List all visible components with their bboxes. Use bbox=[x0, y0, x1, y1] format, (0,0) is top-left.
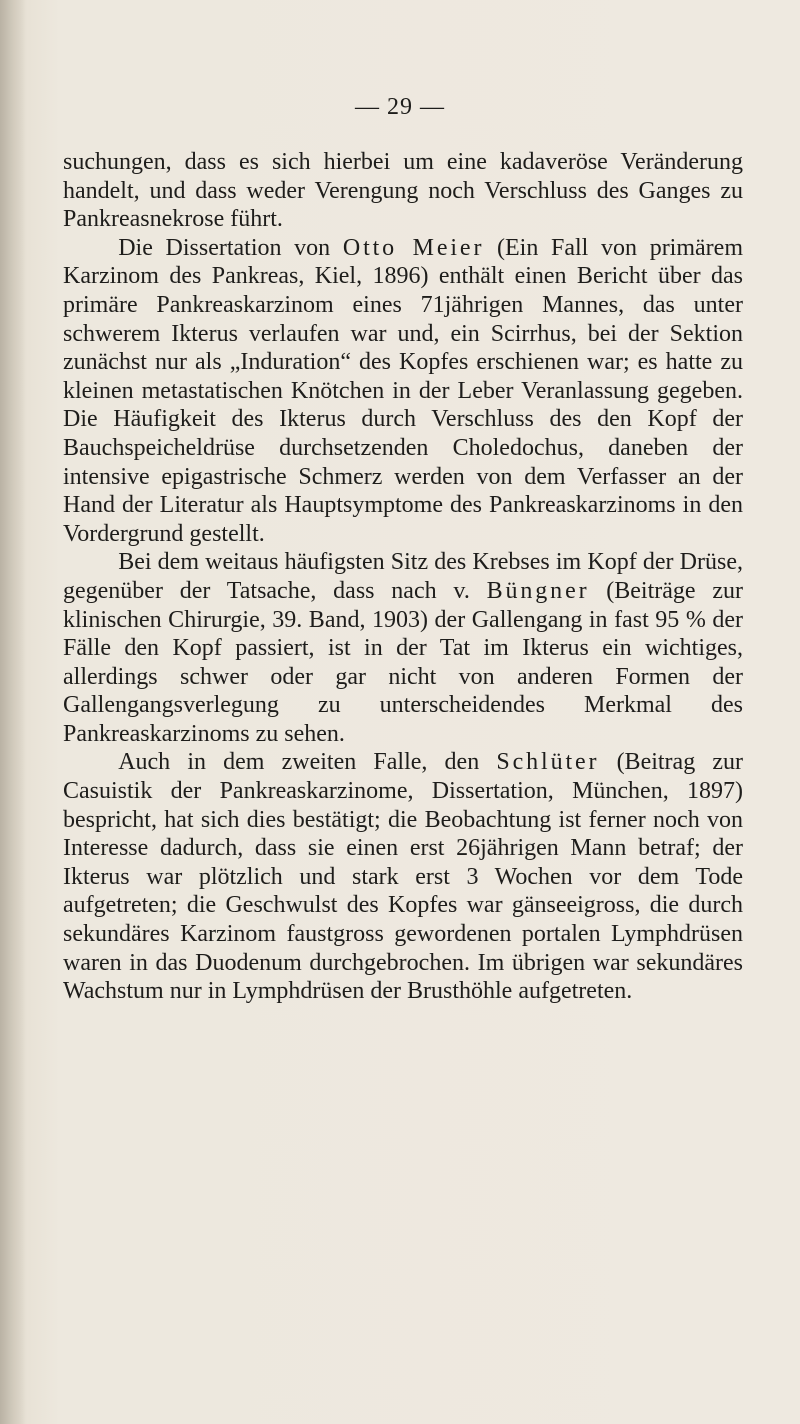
paragraph-text: suchungen, dass es sich hierbei um eine kadaveröse Veränderung handelt, und dass weder Verengung noch Verschluss des Ganges zu Pankreasnekrose führt. bbox=[63, 149, 743, 233]
author-name: Otto Meier bbox=[342, 234, 485, 261]
body-text bbox=[63, 148, 743, 1006]
paragraph-4 bbox=[63, 748, 743, 1005]
paragraph-1 bbox=[63, 148, 743, 234]
paragraph-text: Bei dem weitaus häufigsten Sitz des Krebses im Kopf der Drüse, gegenüber der Tatsache, dass nach v. bbox=[63, 549, 743, 604]
paragraph-text: Die Dissertation von bbox=[118, 234, 343, 261]
page-gutter-shadow bbox=[0, 0, 26, 1424]
paragraph-2 bbox=[63, 234, 743, 549]
paragraph-text: (Beitrag zur Casuistik der Pankreaskarzinome, Dissertation, München, 1897) bespricht, hat sich dies bestätigt; die Beobachtung ist ferner noch von Interesse dadurch, dass sie einen erst 26jährigen Mann betraf; der Ikterus war plötzlich und stark erst 3 Wochen vor dem Tode aufgetreten; die Geschwulst des Kopfes war gänseeigross, die durch sekundäres Karzinom faustgross gewordenen portalen Lymphdrüsen waren in das Duodenum durchgebrochen. Im übrigen war sekundäres Wachstum nur in Lymphdrüsen der Brusthöhle aufgetreten. bbox=[63, 749, 743, 1005]
paragraph-text: (Ein Fall von primärem Karzinom des Pankreas, Kiel, 1896) enthält einen Bericht über das primäre Pankreaskarzinom eines 71jährigen Mannes, das unter schwerem Ikterus verlaufen war und, ein Scirrhus, bei der Sektion zunächst nur als „Induration“ des Kopfes erschienen war; es hatte zu kleinen metastatischen Knötchen in der Leber Veranlassung gegeben. Die Häufigkeit des Ikterus durch Verschluss des den Kopf der Bauchspeicheldrüse durchsetzenden Choledochus, daneben der intensive epigastrische Schmerz werden von dem Verfasser an der Hand der Literatur als Hauptsymptome des Pankreaskarzinoms in den Vordergrund gestellt. bbox=[63, 234, 743, 547]
page-number: — 29 — bbox=[355, 94, 445, 120]
author-name: Büngner bbox=[486, 577, 590, 604]
author-name: Schlüter bbox=[496, 749, 600, 776]
paragraph-3 bbox=[63, 548, 743, 748]
paragraph-text: Auch in dem zweiten Falle, den bbox=[118, 749, 497, 776]
paragraph-text: (Beiträge zur klinischen Chirurgie, 39. Band, 1903) der Gallengang in fast 95 % der Fälle den Kopf passiert, ist in der Tat im Ikterus ein wichtiges, allerdings schwer oder gar nicht von anderen Formen der Gallengangsverlegung zu unterscheidendes Merkmal des Pankreaskarzinoms zu sehen. bbox=[63, 577, 743, 747]
